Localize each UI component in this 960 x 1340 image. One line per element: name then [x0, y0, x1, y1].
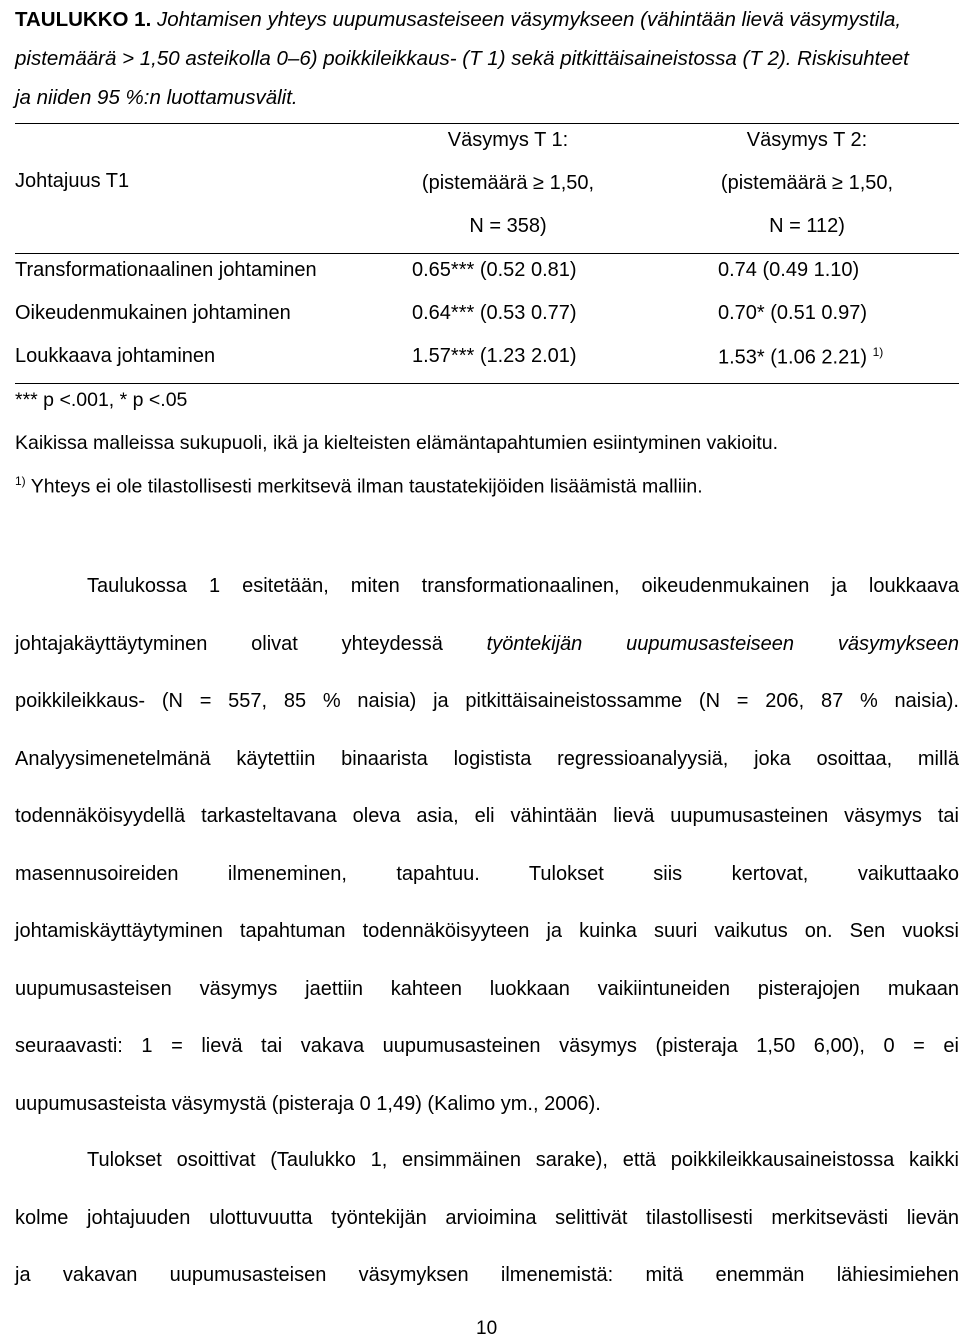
row-t2-footnote-mark: 1) — [872, 345, 884, 359]
page-number: 10 — [476, 1318, 498, 1339]
paragraph-line: seuraavasti: 1 = lievä tai vakava uupumusasteinen väsymys (pisteraja 1,50 6,00), 0 = ei — [15, 1035, 959, 1057]
col-header-t2-line2: (pistemäärä ≥ 1,50, — [720, 172, 894, 194]
row-header: Johtajuus T1 — [15, 170, 130, 192]
paragraph-line-italic — [15, 616, 959, 674]
paragraph-line: uupumusasteisen väsymys jaettiin kahteen luokkaan vaikiintuneiden pisterajojen mukaan — [15, 977, 959, 1000]
row-t2-value: 0.74 (0.49 1.10) — [718, 259, 860, 281]
row-label: Loukkaava johtaminen — [15, 345, 216, 367]
footnote-mark: 1) — [15, 474, 26, 488]
col-header-t2-line3: N = 112) — [769, 215, 845, 237]
paragraph-line: masennusoireiden ilmeneminen, tapahtuu. Tulokset siis kertovat, vaikuttaako — [15, 862, 959, 885]
footnote-text: Yhteys ei ole tilastollisesti merkitsevä ilman taustatekijöiden lisäämistä malliin. — [25, 475, 703, 498]
paragraph-line: Tulokset osoittivat (Taulukko 1, ensimmäinen sarake), että poikkileikkausaineistossa kaikki — [87, 1149, 959, 1171]
paragraph-line: johtamiskäyttäytyminen tapahtuman todennäköisyyteen ja kuinka suuri vaikutus on. Sen vuoksi — [15, 920, 959, 942]
paragraph-2 — [15, 1132, 959, 1305]
italic-phrase: työntekijän uupumusasteiseen väsymykseen — [486, 632, 959, 655]
paragraph-1 — [15, 558, 959, 1133]
caption-text-1: Johtamisen yhteys uupumusasteiseen väsymykseen (vähintään lievä väsymystila, — [151, 8, 902, 31]
row-label: Transformationaalinen johtaminen — [15, 259, 317, 281]
row-t2-value — [718, 345, 883, 370]
paragraph-line-part — [15, 633, 959, 655]
row-t2-value: 0.70* (0.51 0.97) — [718, 302, 867, 324]
col-header-t1 — [358, 119, 658, 248]
row-t1-value: 0.65*** (0.52 0.81) — [412, 259, 577, 281]
paragraph-line: todennäköisyydellä tarkasteltavana oleva asia, eli vähintään lievä uupumusasteinen väsymys tai — [15, 805, 959, 827]
row-t1-value: 0.64*** (0.53 0.77) — [412, 302, 577, 324]
row-t2-value-text: 1.53* (1.06 2.21) — [718, 346, 867, 369]
paragraph-line: Taulukossa 1 esitetään, miten transformationaalinen, oikeudenmukainen ja loukkaava — [87, 575, 959, 597]
footnote — [15, 474, 703, 499]
header-bottom-rule — [15, 253, 959, 254]
paragraph-line: Analyysimenetelmänä käytettiin binaarista logistista regressioanalyysiä, joka osoittaa, millä — [15, 747, 959, 770]
paragraph-line: kolme johtajuuden ulottuvuutta työntekijän arvioimina selittivät tilastollisesti merkitsevästi lievän — [15, 1206, 959, 1229]
col-header-t2-line1: Väsymys T 2: — [746, 129, 868, 151]
caption-text-3: ja niiden 95 %:n luottamusvälit. — [15, 86, 298, 109]
table-caption — [15, 0, 950, 117]
row-t1-value: 1.57*** (1.23 2.01) — [412, 345, 577, 367]
col-header-t1-line1: Väsymys T 1: — [447, 129, 569, 151]
row-label: Oikeudenmukainen johtaminen — [15, 302, 291, 324]
significance-note: *** p <.001, * p <.05 — [15, 389, 188, 411]
table-bottom-rule — [15, 383, 959, 384]
text-segment: johtajakäyttäytyminen olivat yhteydessä — [15, 632, 487, 655]
col-header-t2 — [657, 119, 957, 248]
adjustment-note: Kaikissa malleissa sukupuoli, ikä ja kielteisten elämäntapahtumien esiintyminen vakioitu. — [15, 432, 779, 454]
paragraph-line: poikkileikkaus- (N = 557, 85 % naisia) ja pitkittäisaineistossamme (N = 206, 87 % naisia). — [15, 690, 959, 712]
col-header-t1-line2: (pistemäärä ≥ 1,50, — [421, 172, 595, 194]
col-header-t1-line3: N = 358) — [469, 215, 547, 237]
caption-text-2: pistemäärä > 1,50 asteikolla 0–6) poikkileikkaus- (T 1) sekä pitkittäisaineistossa (T 2). Riskisuhteet — [15, 47, 909, 70]
paragraph-line: uupumusasteista väsymystä (pisteraja 0 1,49) (Kalimo ym., 2006). — [15, 1092, 601, 1115]
caption-label: TAULUKKO 1. — [15, 8, 152, 31]
paragraph-line: ja vakavan uupumusasteisen väsymyksen ilmenemistä: mitä enemmän lähiesimiehen — [15, 1264, 959, 1286]
